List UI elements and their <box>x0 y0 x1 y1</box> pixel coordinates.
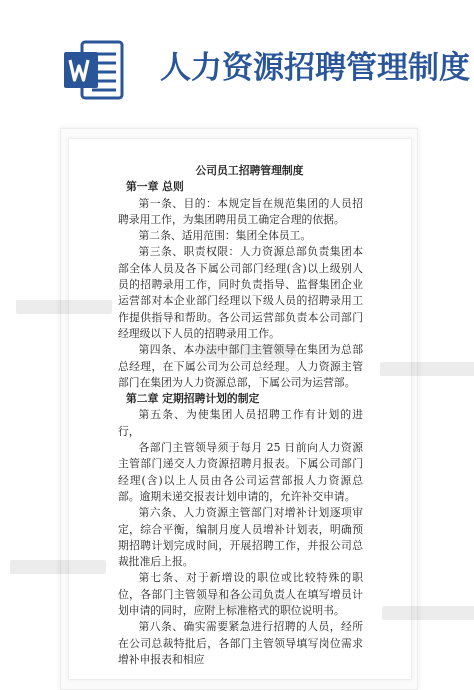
watermark-mark <box>200 344 296 358</box>
page-title: 人力资源招聘管理制度 <box>160 50 470 86</box>
watermark-mark <box>10 560 106 574</box>
document-title: 公司员工招聘管理制度 <box>195 164 304 177</box>
watermark-mark <box>16 300 112 314</box>
article-5: 第五条、为使集团人员招聘工作有计划的进行， <box>118 408 363 438</box>
article-2: 第二条、适用范围：集团全体员工。 <box>138 229 312 243</box>
watermark-mark <box>196 596 292 610</box>
article-8: 第八条、确实需要紧急进行招聘的人员，经所在公司总裁特批后，各部门主管领导填写岗位需求增补申报表和相应 <box>118 620 363 666</box>
article-6: 第六条、人力资源主管部门对增补计划逐项审定，综合平衡，编制月度人员增补计划表，明确预期招聘计划完成时间，开展招聘工作，并报公司总裁批准后上报。 <box>118 506 363 569</box>
article-3: 第三条、职责权限：人力资源总部负责集团本部全体人员及各下属公司部门经理(含)以上级别人员的招聘录用工作，同时负责指导、监督集团企业运营部对本企业部门经理以下级人员的招聘录用工作提供指导和帮助。各公司运营部负责本公司部门经理级以下人员的招聘录用工作。 <box>118 245 363 340</box>
watermark-mark <box>380 362 474 376</box>
word-document-icon <box>62 38 126 102</box>
chapter-heading-2: 第二章 定期招聘计划的制定 <box>126 392 260 406</box>
chapter-heading-1: 第一章 总则 <box>126 180 184 194</box>
header-banner <box>0 0 474 140</box>
article-7: 第七条、对于新增设的职位或比较特殊的职位，各部门主管领导和各公司负责人在填写增员计划申请的同时，应附上标准格式的职位说明书。 <box>118 571 363 618</box>
article-5-continued: 各部门主管领导须于每月 25 日前向人力资源主管部门递交人力资源招聘月报表。下属公司部门经理(含)以上人员由各公司运营部报人力资源总部。逾期未递交报表计划申请的，允许补交申请。 <box>118 441 363 503</box>
article-1: 第一条、目的：本规定旨在规范集团的人员招聘录用工作，为集团聘用员工确定合理的依据。 <box>118 196 363 226</box>
article-4: 第四条、本办法中部门主管领导在集团为总部总经理，在下属公司为公司总经理。人力资源主管部门在集团为人力资源总部，下属公司为运营部。 <box>118 343 363 389</box>
document-body <box>118 163 363 668</box>
watermark-mark <box>382 606 474 620</box>
